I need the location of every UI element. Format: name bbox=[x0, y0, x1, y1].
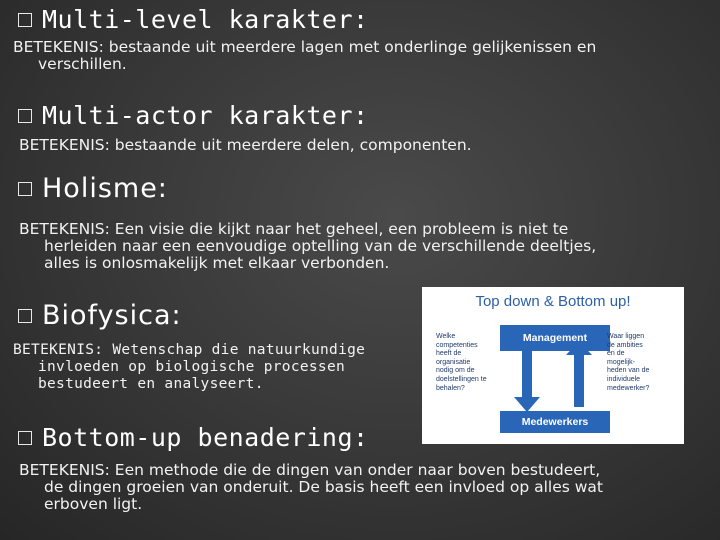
heading-bottom-up: Bottom-up benadering: bbox=[42, 423, 369, 452]
definition-line: de dingen groeien van onderuit. De basis heeft een invloed op alles wat bbox=[44, 478, 603, 496]
down-arrow-shaft bbox=[522, 347, 532, 402]
diagram-right-line: medewerker? bbox=[607, 384, 650, 392]
diagram-left-line: doelstellingen te bbox=[436, 375, 487, 383]
diagram-left-text bbox=[436, 333, 487, 393]
bullet-multi-actor bbox=[18, 101, 369, 130]
bullet-bottom-up bbox=[18, 423, 369, 452]
diagram-right-line: heden van de bbox=[607, 367, 650, 375]
definition-line: BETEKENIS: Wetenschap die natuurkundige bbox=[13, 342, 366, 358]
diagram-right-line: Waar liggen bbox=[607, 333, 645, 340]
heading-multi-actor: Multi-actor karakter: bbox=[42, 101, 369, 130]
square-bullet-icon bbox=[18, 13, 32, 27]
square-bullet-icon bbox=[18, 431, 32, 445]
up-arrow-shaft bbox=[574, 352, 584, 407]
definition-line: BETEKENIS: Een methode die de dingen van onder naar boven bestudeert, bbox=[19, 461, 601, 479]
definition-multi-actor bbox=[19, 137, 472, 154]
definition-line: herleiden naar een eenvoudige optelling van de verschillende deeltjes, bbox=[44, 237, 597, 255]
definition-line: invloeden op biologische processen bbox=[38, 359, 346, 375]
heading-holisme: Holisme: bbox=[42, 173, 168, 204]
diagram-right-line: mogelijk- bbox=[607, 358, 636, 366]
definition-biofysica bbox=[13, 342, 365, 393]
definition-holisme bbox=[19, 221, 596, 272]
heading-multi-level: Multi-level karakter: bbox=[42, 5, 369, 34]
definition-line: BETEKENIS: Een visie die kijkt naar het geheel, een probleem is niet te bbox=[19, 220, 569, 238]
bullet-biofysica bbox=[18, 300, 182, 331]
square-bullet-icon bbox=[18, 109, 32, 123]
diagram-left-line: Welke bbox=[436, 333, 456, 340]
diagram-right-line: individuele bbox=[607, 375, 641, 383]
bullet-multi-level bbox=[18, 5, 369, 34]
definition-line: BETEKENIS: bestaande uit meerdere lagen met onderlinge gelijkenissen en bbox=[13, 38, 597, 56]
down-arrow-head bbox=[514, 397, 540, 412]
diagram-left-line: organisatie bbox=[436, 358, 471, 366]
top-down-bottom-up-diagram bbox=[422, 287, 684, 444]
management-box: Management bbox=[500, 325, 610, 351]
bullet-holisme bbox=[18, 173, 168, 204]
diagram-right-line: de ambities bbox=[607, 341, 643, 349]
diagram-left-line: competenties bbox=[436, 341, 478, 349]
diagram-left-line: heeft de bbox=[436, 350, 462, 358]
diagram-left-line: nodig om de bbox=[436, 367, 475, 375]
diagram-left-line: behalen? bbox=[436, 384, 465, 392]
square-bullet-icon bbox=[18, 182, 32, 196]
definition-line: alles is onlosmakelijk met elkaar verbonden. bbox=[44, 254, 390, 272]
definition-line: BETEKENIS: bestaande uit meerdere delen, componenten. bbox=[19, 136, 472, 154]
diagram-title: Top down & Bottom up! bbox=[475, 293, 631, 310]
diagram-right-line: en de bbox=[607, 350, 625, 358]
medewerkers-box: Medewerkers bbox=[500, 411, 610, 433]
definition-bottom-up bbox=[19, 462, 603, 513]
definition-line: erboven ligt. bbox=[44, 495, 143, 513]
diagram-right-text bbox=[607, 333, 649, 393]
definition-multi-level bbox=[13, 39, 596, 73]
definition-line: bestudeert en analyseert. bbox=[38, 376, 264, 392]
definition-line: verschillen. bbox=[38, 55, 127, 73]
square-bullet-icon bbox=[18, 309, 32, 323]
heading-biofysica: Biofysica: bbox=[42, 300, 182, 331]
